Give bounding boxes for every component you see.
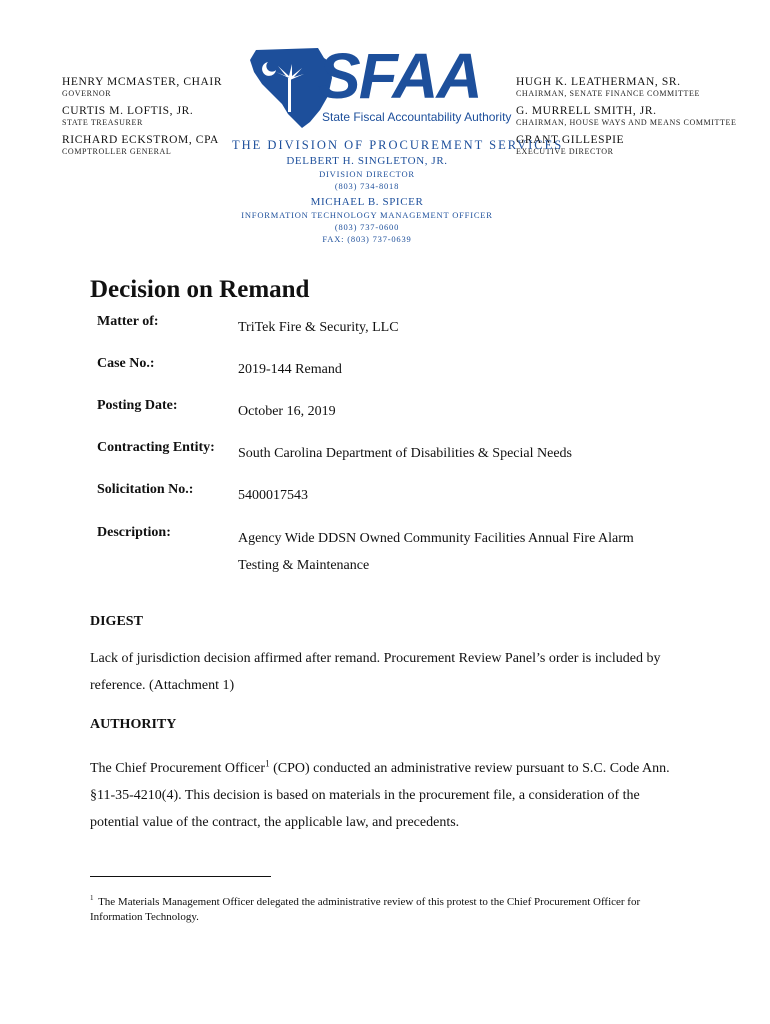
footnote: [90, 895, 680, 925]
it-officer-block: [230, 196, 504, 245]
field-label: Case No.:: [97, 356, 155, 371]
member-title: COMPTROLLER GENERAL: [62, 147, 172, 156]
footnote-number: 1: [90, 894, 94, 903]
field-label: Posting Date:: [97, 398, 178, 413]
field-value: Agency Wide DDSN Owned Community Facilities Annual Fire Alarm Testing & Maintenance: [238, 531, 634, 573]
letterhead-member: [62, 105, 222, 128]
authority-heading: AUTHORITY: [90, 717, 177, 732]
field-label: Matter of:: [97, 314, 159, 329]
division-name: THE DIVISION OF PROCUREMENT SERVICES: [232, 138, 564, 152]
letterhead-member: [516, 105, 736, 128]
member-name: GRANT GILLESPIE: [516, 134, 625, 146]
letterhead-left-column: [62, 76, 222, 163]
officer-fax: FAX: (803) 737-0639: [322, 234, 412, 244]
field-label: Contracting Entity:: [97, 440, 215, 455]
field-value: South Carolina Department of Disabilities & Special Needs: [238, 446, 572, 461]
field-value: October 16, 2019: [238, 404, 336, 419]
member-name: RICHARD ECKSTROM, CPA: [62, 134, 219, 146]
field-value: 2019-144 Remand: [238, 362, 342, 377]
member-title: GOVERNOR: [62, 89, 112, 98]
field-value: 5400017543: [238, 488, 308, 503]
letterhead-member: [62, 134, 222, 157]
letterhead-member: [62, 76, 222, 99]
logo-subtitle: State Fiscal Accountability Authority: [322, 110, 512, 124]
officer-title: INFORMATION TECHNOLOGY MANAGEMENT OFFICER: [241, 210, 493, 220]
member-title: STATE TREASURER: [62, 118, 143, 127]
member-title: CHAIRMAN, SENATE FINANCE COMMITTEE: [516, 89, 700, 98]
digest-text: Lack of jurisdiction decision affirmed after remand. Procurement Review Panel’s order is included by reference. (Attachment 1): [90, 651, 661, 693]
digest-heading: DIGEST: [90, 614, 143, 629]
member-name: HUGH K. LEATHERMAN, SR.: [516, 76, 681, 88]
footnote-text: The Materials Management Officer delegated the administrative review of this protest to the Chief Procurement Officer for Information Technology.: [90, 896, 641, 923]
authority-text-start: The Chief Procurement Officer: [90, 761, 266, 776]
director-name: DELBERT H. SINGLETON, JR.: [286, 155, 448, 167]
member-name: CURTIS M. LOFTIS, JR.: [62, 105, 194, 117]
member-name: HENRY MCMASTER, CHAIR: [62, 76, 223, 88]
member-name: G. MURRELL SMITH, JR.: [516, 105, 657, 117]
logo-wordmark: SFAA: [318, 40, 481, 112]
director-phone: (803) 734-8018: [334, 181, 400, 191]
officer-name: MICHAEL B. SPICER: [310, 196, 424, 208]
footnote-divider: [90, 876, 271, 877]
director-title: DIVISION DIRECTOR: [319, 169, 415, 179]
authority-text-rest: (CPO) conducted an administrative review pursuant to S.C. Code Ann. §11-35-4210(4). This decision is based on materials in the procurement file, a consideration of the potential value of the contract, the applicable law, and precedents.: [90, 761, 670, 830]
field-label: Solicitation No.:: [97, 482, 194, 497]
officer-phone: (803) 737-0600: [334, 222, 400, 232]
field-label: Description:: [97, 525, 171, 540]
letterhead-member: [516, 76, 736, 99]
document-title: Decision on Remand: [90, 276, 310, 303]
footnote-reference[interactable]: 1: [265, 758, 270, 769]
field-value: TriTek Fire & Security, LLC: [238, 320, 399, 335]
member-title: EXECUTIVE DIRECTOR: [516, 147, 614, 156]
authority-text: [90, 755, 680, 836]
member-title: CHAIRMAN, HOUSE WAYS AND MEANS COMMITTEE: [516, 118, 737, 127]
division-director-block: [230, 155, 504, 192]
